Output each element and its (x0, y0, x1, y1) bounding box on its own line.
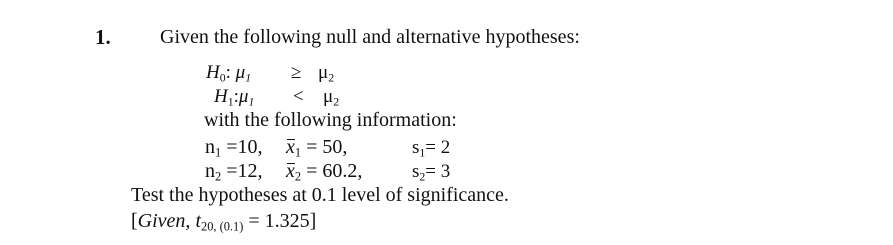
given-critical-value: [Given, $t_{20, (0.1)} = 1.325$] (131, 210, 317, 234)
sample1-n: $n_1 =10$, (205, 136, 263, 160)
sample2-mean: $x_2 = 60.2$, (286, 160, 363, 184)
info-intro: with the following information: (204, 109, 457, 131)
alternative-hypothesis-label: $H_1:\mu_1$ (214, 86, 255, 109)
question-number: 1. (95, 25, 111, 49)
sample1-mean: $x_1 = 50$, (286, 136, 348, 160)
null-hypothesis-label: $H_0$: $\mu_1$ (206, 62, 252, 85)
alternative-hypothesis-right: $\mu_2$ (323, 86, 340, 109)
sample2-n: $n_2 =12$, (205, 160, 263, 184)
null-hypothesis-operator: ≥ (291, 62, 302, 83)
question-intro: Given the following null and alternative hypotheses: (160, 26, 580, 48)
test-instruction: Test the hypotheses at 0.1 level of significance. (131, 184, 509, 206)
sample2-sd: $s_2= 3$ (412, 161, 451, 184)
null-hypothesis-right: $\mu_2$ (318, 62, 335, 85)
sample1-sd: $s_1= 2$ (412, 137, 451, 160)
alternative-hypothesis-operator: < (293, 86, 304, 107)
